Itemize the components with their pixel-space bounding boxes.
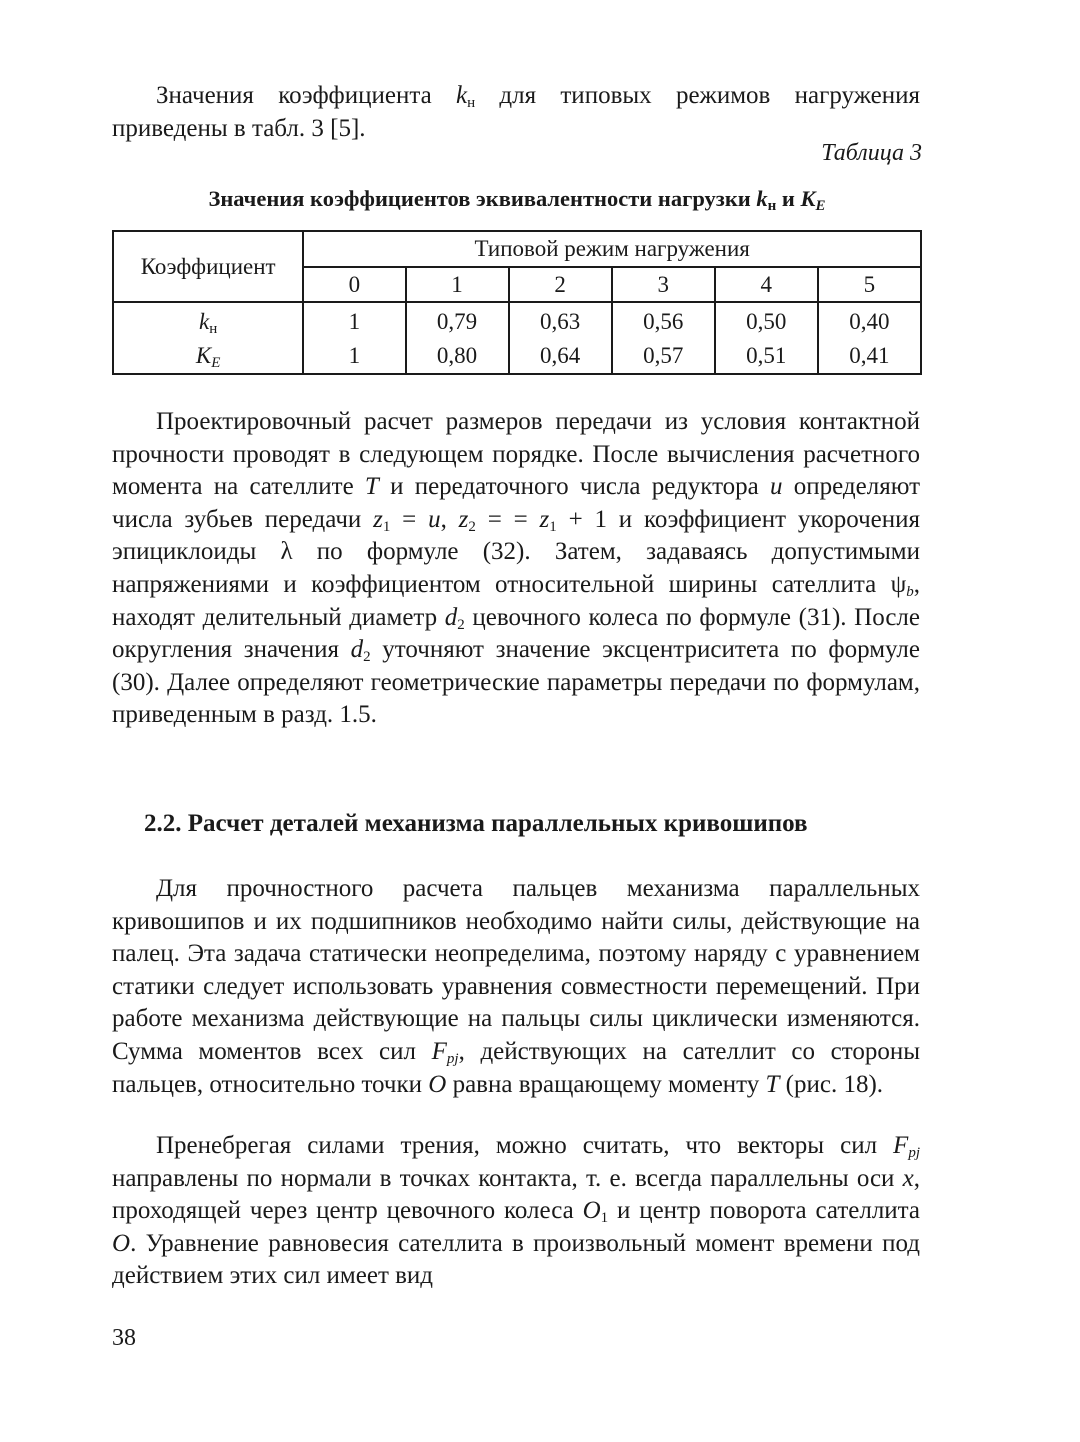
- text-run: Для прочностного расчета пальцев механизма параллельных кривошипов и их подшипников необходимо найти силы, действующие на палец. Эта задача статически неопределима, поэтому наряду с уравнением статики следует использовать уравнения совместности перемещений. При работе механизма действующие на пальцы силы циклически изменяются. Сумма моментов всех сил: [112, 875, 920, 1065]
- text-run: равна вращающему моменту: [446, 1070, 766, 1098]
- table-row: [113, 339, 921, 374]
- document-page: [112, 0, 922, 1442]
- symbol-T: T: [765, 1070, 780, 1098]
- symbol-z: z: [539, 505, 550, 533]
- text-run: цевочного колеса по формуле (31). После округления значения: [112, 603, 920, 664]
- subscript: pj: [446, 1050, 459, 1067]
- table-row: [113, 302, 921, 339]
- subscript: н: [467, 95, 476, 111]
- text-run: =: [390, 505, 429, 533]
- subscript: E: [815, 198, 826, 214]
- symbol-O: O: [112, 1229, 131, 1257]
- table-cell: 1: [303, 339, 405, 374]
- symbol-T: T: [364, 473, 379, 501]
- text-run: , проходящей через центр цевочного колеса: [112, 1164, 920, 1225]
- symbol-k: k: [455, 82, 468, 109]
- friction-paragraph: [112, 1130, 920, 1293]
- forces-paragraph: [112, 873, 920, 1101]
- text-run: Значения коэффициента: [156, 82, 456, 109]
- text-run: Пренебрегая силами трения, можно считать, что векторы сил: [156, 1132, 894, 1159]
- table-label: Таблица 3: [821, 140, 922, 166]
- subscript: 2: [457, 616, 465, 633]
- symbol-u: u: [770, 473, 783, 501]
- page-number: 38: [112, 1325, 136, 1351]
- text-run: для типовых режимов нагружения приведены в табл. 3 [5].: [112, 82, 920, 142]
- row-symbol: k: [199, 309, 210, 334]
- table-cell: 0,41: [818, 339, 921, 374]
- symbol-F: F: [431, 1037, 447, 1065]
- text-run: Значения коэффициентов эквивалентности нагрузки: [208, 186, 757, 211]
- subscript: b: [906, 583, 914, 600]
- symbol-O: O: [428, 1070, 447, 1098]
- column-header: 1: [406, 267, 509, 302]
- text-run: (рис. 18).: [779, 1070, 884, 1098]
- corner-header: Коэффициент: [113, 231, 303, 302]
- text-run: . Уравнение равновесия сателлита в произвольный момент времени под действием этих сил имеет вид: [112, 1229, 920, 1290]
- table-header-row: [113, 231, 921, 267]
- table-cell: 0,56: [612, 302, 715, 339]
- row-symbol: K: [195, 343, 212, 368]
- section-heading: 2.2. Расчет деталей механизма параллельных кривошипов: [144, 810, 808, 837]
- text-run: и центр поворота сателлита: [608, 1197, 920, 1225]
- symbol-d: d: [444, 603, 458, 631]
- subscript: 1: [549, 518, 557, 535]
- table-cell: 0,51: [715, 339, 818, 374]
- column-header: 2: [509, 267, 612, 302]
- table-cell: 0,57: [612, 339, 715, 374]
- column-header: 3: [612, 267, 715, 302]
- table-cell: 0,50: [715, 302, 818, 339]
- symbol-x: x: [902, 1164, 914, 1192]
- table-cell: 0,40: [818, 302, 921, 339]
- text-run: направлены по нормали в точках контакта, т. е. всегда параллельны оси: [112, 1164, 903, 1192]
- symbol-K: K: [800, 186, 816, 211]
- symbol-z: z: [373, 505, 383, 533]
- subscript: pj: [908, 1145, 920, 1161]
- subscript: 2: [363, 649, 371, 666]
- symbol-k: k: [756, 186, 768, 211]
- group-header: Типовой режим нагружения: [303, 231, 921, 267]
- text-run: , действующих на сателлит со стороны пальцев, относительно точки: [112, 1037, 921, 1098]
- subscript: н: [209, 321, 218, 337]
- table-cell: 0,64: [509, 339, 612, 374]
- text-run: уточняют значение эксцентриситета по формуле (30). Далее определяют геометрические параметры передачи по формулам, приведенным в разд. 1.5.: [112, 636, 920, 729]
- symbol-u: u: [428, 505, 441, 533]
- symbol-z: z: [458, 505, 469, 533]
- table-title: [112, 186, 922, 212]
- symbol-psi: ψ: [890, 570, 907, 598]
- subscript: 1: [382, 518, 391, 535]
- table-cell: 0,63: [509, 302, 612, 339]
- table-cell: 0,80: [406, 339, 509, 374]
- text-run: , находят делительный диаметр: [112, 570, 920, 631]
- symbol-F: F: [893, 1132, 909, 1159]
- text-run: = =: [475, 505, 540, 533]
- column-header: 4: [715, 267, 818, 302]
- row-label: [113, 339, 303, 374]
- design-paragraph: [112, 406, 920, 732]
- column-header: 0: [303, 267, 405, 302]
- symbol-d: d: [350, 636, 364, 664]
- table-cell: 1: [303, 302, 405, 339]
- text-run: и: [776, 186, 801, 211]
- text-run: и передаточного числа редуктора: [378, 473, 771, 501]
- subscript: 2: [468, 518, 476, 535]
- table-cell: 0,79: [406, 302, 509, 339]
- text-run: ,: [440, 505, 459, 533]
- symbol-O: O: [582, 1197, 601, 1225]
- row-label: [113, 302, 303, 339]
- column-header: 5: [818, 267, 921, 302]
- text-run: определяют числа зубьев передачи: [112, 473, 920, 533]
- intro-paragraph: [112, 80, 920, 145]
- subscript: 1: [600, 1210, 609, 1227]
- subscript: E: [211, 355, 221, 371]
- coefficient-table: [112, 230, 922, 375]
- subscript: н: [767, 198, 777, 214]
- text-run: + 1 и коэффициент укорочения эпициклоиды λ по формуле (32). Затем, задаваясь допустимыми напряжениями и коэффициентом относительной ширины сателлита: [112, 505, 920, 598]
- text-run: Проектировочный расчет размеров передачи из условия контактной прочности проводят в следующем порядке. После вычисления расчетного момента на сателлите: [112, 408, 920, 501]
